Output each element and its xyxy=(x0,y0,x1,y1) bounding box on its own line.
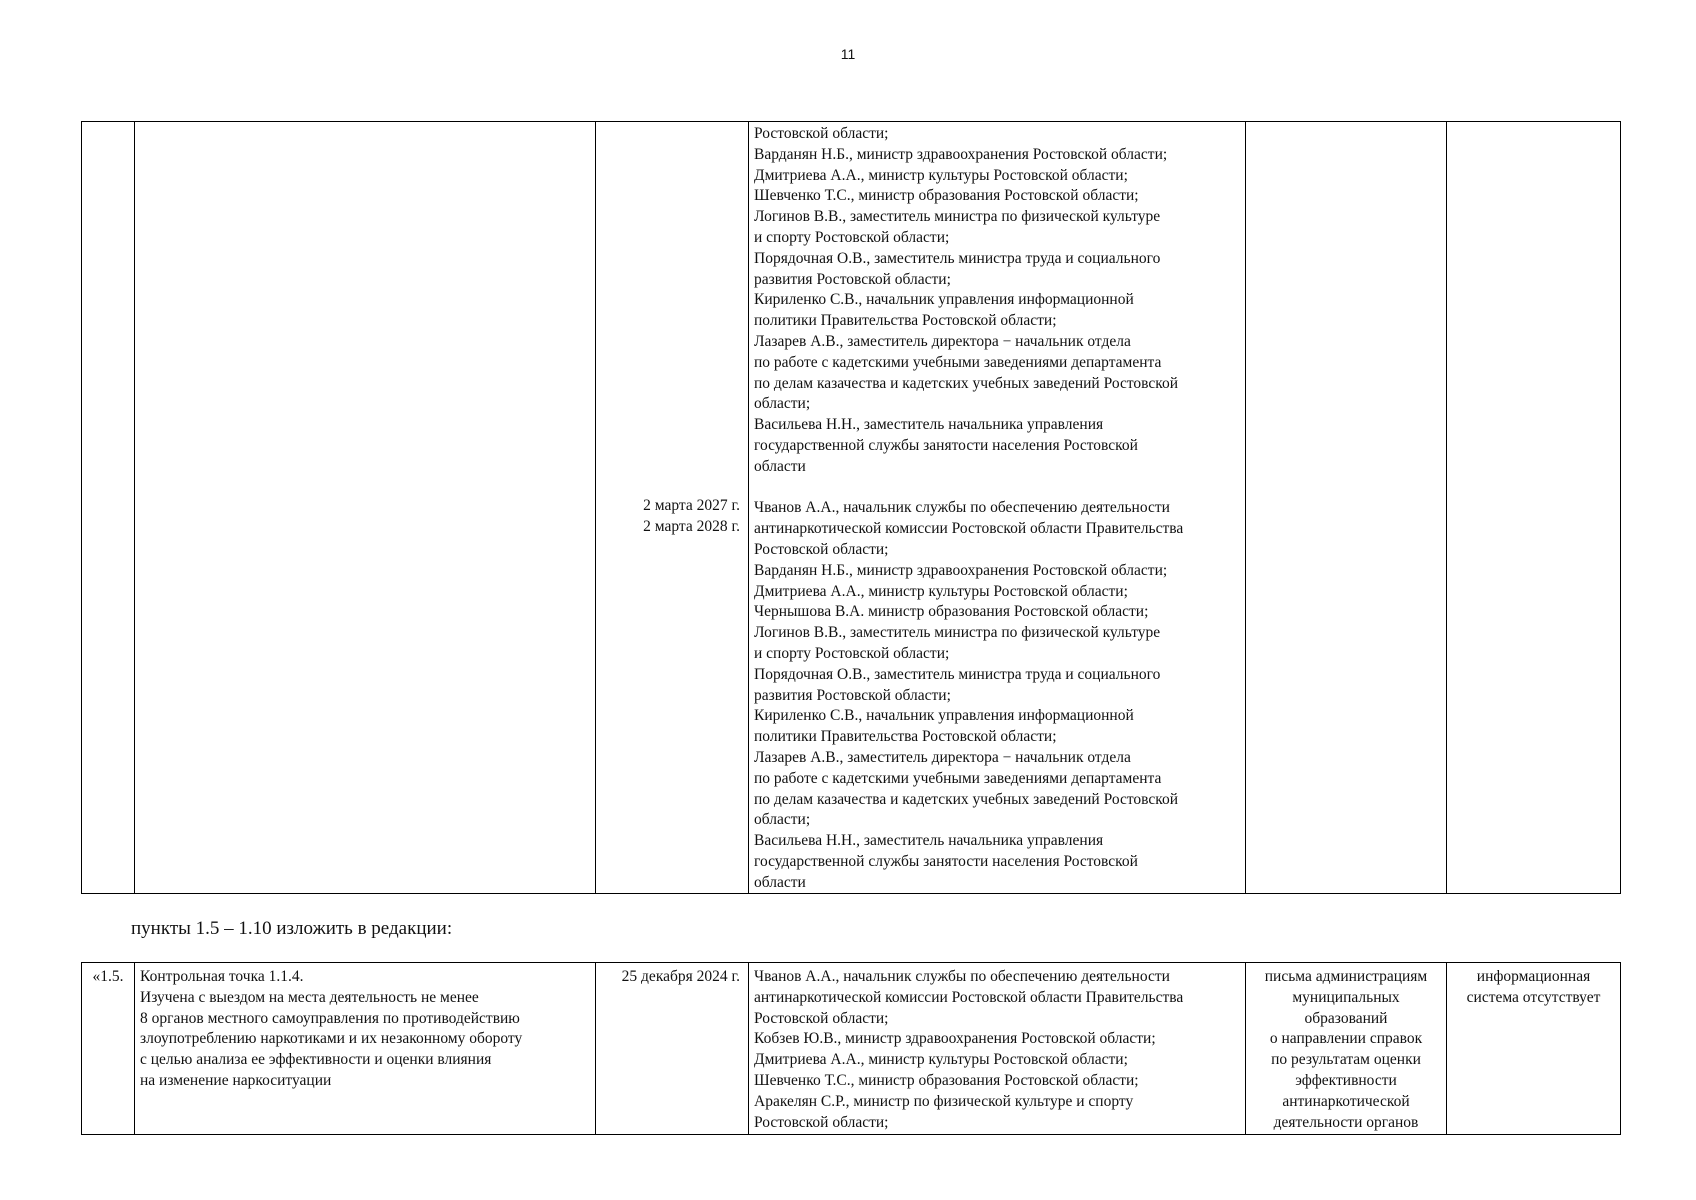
text-line: Кобзев Ю.В., министр здравоохранения Ростовской области; xyxy=(754,1030,1156,1048)
text-line: эффективности xyxy=(1295,1071,1397,1089)
text-line: Дмитриева А.А., министр культуры Ростовской области; xyxy=(754,1051,1128,1069)
text-line: Лазарев А.В., заместитель директора − начальник отдела xyxy=(754,748,1131,766)
date-line: 2 марта 2028 г. xyxy=(643,517,740,535)
date-line: 25 декабря 2024 г. xyxy=(621,968,740,985)
text-line: Васильева Н.Н., заместитель начальника управления xyxy=(754,832,1104,850)
table-row xyxy=(82,122,1621,894)
text-line: антинаркотической комиссии Ростовской области Правительства xyxy=(754,988,1184,1006)
text-line: муниципальных xyxy=(1292,988,1400,1006)
text-line: по делам казачества и кадетских учебных заведений Ростовской xyxy=(754,790,1179,808)
text-line: деятельности органов xyxy=(1273,1113,1419,1131)
text-line: Кириленко С.В., начальник управления информационной xyxy=(754,291,1134,309)
text-line: Ростовской области; xyxy=(754,1113,889,1131)
date-cell xyxy=(596,963,749,1135)
text-line: на изменение наркоситуации xyxy=(140,1071,332,1089)
text-line: антинаркотической комиссии Ростовской области Правительства xyxy=(754,520,1184,538)
text-line: развития Ростовской области; xyxy=(754,270,951,288)
text-line: Ростовской области; xyxy=(754,125,889,142)
date-line: 2 марта 2027 г. xyxy=(643,497,740,514)
text-line: Варданян Н.Б., министр здравоохранения Ростовской области; xyxy=(754,145,1168,163)
spacer xyxy=(754,478,1240,499)
text-line: по делам казачества и кадетских учебных заведений Ростовской xyxy=(754,374,1179,392)
text-line: Ростовской области; xyxy=(754,1009,889,1027)
document-cell xyxy=(1246,122,1447,894)
description-list xyxy=(140,967,590,1092)
text-line: Кириленко С.В., начальник управления информационной xyxy=(754,707,1134,725)
text-line: по результатам оценки xyxy=(1271,1051,1421,1069)
info-system-cell xyxy=(1447,122,1621,894)
responsible-cell xyxy=(749,122,1246,894)
text-line: Чванов А.А., начальник службы по обеспечению деятельности xyxy=(754,499,1170,517)
description-cell xyxy=(135,122,596,894)
text-line: 8 органов местного самоуправления по противодействию xyxy=(140,1009,520,1027)
text-line: Аракелян С.Р., министр по физической культуре и спорту xyxy=(754,1092,1134,1110)
text-line: развития Ростовской области; xyxy=(754,686,951,704)
text-line: по работе с кадетскими учебными заведениями департамента xyxy=(754,769,1162,787)
amendment-instruction: пункты 1.5 – 1.10 изложить в редакции: xyxy=(131,918,453,939)
text-line: Чванов А.А., начальник службы по обеспечению деятельности xyxy=(754,968,1170,985)
document-cell xyxy=(1246,963,1447,1135)
text-line: области; xyxy=(754,811,811,829)
text-line: Контрольная точка 1.1.4. xyxy=(140,968,304,985)
text-line: Шевченко Т.С., министр образования Ростовской области; xyxy=(754,1071,1139,1089)
text-line: Васильева Н.Н., заместитель начальника управления xyxy=(754,416,1104,434)
text-line: образований xyxy=(1304,1009,1388,1027)
text-line: Дмитриева А.А., министр культуры Ростовской области; xyxy=(754,166,1128,184)
text-line: информационная xyxy=(1476,968,1591,985)
plan-table-new-edition xyxy=(81,962,1621,1135)
text-line: по работе с кадетскими учебными заведениями департамента xyxy=(754,353,1162,371)
responsible-list xyxy=(754,967,1240,1133)
text-line: письма администрациям xyxy=(1264,968,1428,985)
text-line: Чернышова В.А. министр образования Ростовской области; xyxy=(754,603,1149,621)
text-line: антинаркотической xyxy=(1282,1092,1410,1110)
text-line: Порядочная О.В., заместитель министра труда и социального xyxy=(754,665,1161,683)
text-line: система отсутствует xyxy=(1466,988,1601,1006)
responsible-cell xyxy=(749,963,1246,1135)
text-line: Порядочная О.В., заместитель министра труда и социального xyxy=(754,249,1161,267)
text-line: о направлении справок xyxy=(1269,1030,1423,1048)
responsible-list xyxy=(754,498,1240,893)
document-list xyxy=(1251,967,1441,1133)
text-line: и спорту Ростовской области; xyxy=(754,228,950,246)
text-line: с целью анализа ее эффективности и оценки влияния xyxy=(140,1051,492,1069)
text-line: злоупотреблению наркотиками и их незаконному обороту xyxy=(140,1030,523,1048)
plan-table-continued xyxy=(81,121,1621,894)
text-line: и спорту Ростовской области; xyxy=(754,644,950,662)
text-line: Лазарев А.В., заместитель директора − начальник отдела xyxy=(754,332,1131,350)
text-line: Логинов В.В., заместитель министра по физической культуре xyxy=(754,624,1161,642)
number-cell xyxy=(82,122,135,894)
info-system-list xyxy=(1452,967,1615,1009)
text-line: области xyxy=(754,457,806,475)
text-line: Ростовской области; xyxy=(754,540,889,558)
date-cell xyxy=(596,122,749,894)
text-line: Шевченко Т.С., министр образования Ростовской области; xyxy=(754,187,1139,205)
table-row xyxy=(82,963,1621,1135)
text-line: области xyxy=(754,873,806,891)
text-line: политики Правительства Ростовской области; xyxy=(754,728,1057,746)
responsible-list xyxy=(754,124,1240,478)
text-line: Изучена с выездом на места деятельность не менее xyxy=(140,988,479,1006)
text-line: государственной службы занятости населения Ростовской xyxy=(754,852,1138,870)
info-system-cell xyxy=(1447,963,1621,1135)
number-cell: «1.5. xyxy=(82,963,135,1135)
text-line: политики Правительства Ростовской области; xyxy=(754,312,1057,330)
text-line: государственной службы занятости населения Ростовской xyxy=(754,436,1138,454)
text-line: Логинов В.В., заместитель министра по физической культуре xyxy=(754,208,1161,226)
text-line: области; xyxy=(754,395,811,413)
page-number: 11 xyxy=(840,46,856,62)
text-line: Варданян Н.Б., министр здравоохранения Ростовской области; xyxy=(754,561,1168,579)
text-line: Дмитриева А.А., министр культуры Ростовской области; xyxy=(754,582,1128,600)
description-cell xyxy=(135,963,596,1135)
